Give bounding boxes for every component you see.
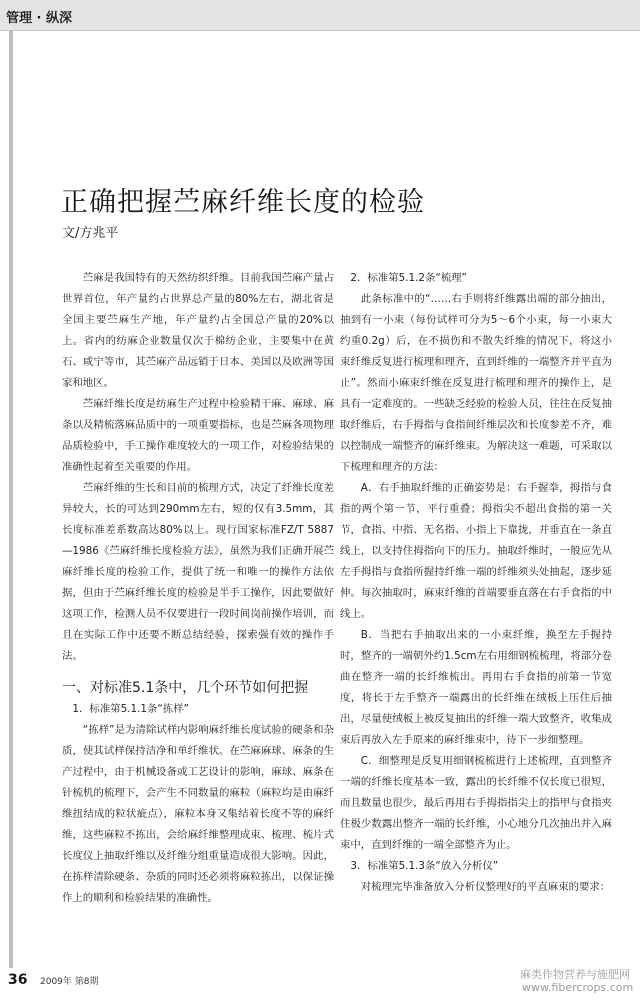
- section-heading: 一、对标准5.1条中，几个环节如何把握: [62, 680, 309, 696]
- paragraph: 苎麻是我国特有的天然纺织纤维。目前我国苎麻产量占世界首位，年产量约占世界总产量的80%左右，湖北省是全国主要苎麻生产地，年产量约占全国总产量的20%以上。省内的纺麻企业数量仅次于棉纺企业，主要集中在黄石、咸宁等市，其苎麻产品远销于日本、美国以及欧洲等国家和地区。: [62, 272, 334, 389]
- paragraph: 此条标准中的“……右手则将纤维露出端的部分抽出，抽到有一小束（每份试样可分为5～6个小束，每一小束大约重0.2g）后，在不损伤和不散失纤维的情况下，将这小束纤维反复进行梳理和理齐，直到纤维的一端整齐并平直为止”。然而小麻束纤维在反复进行梳理和理齐的操作上，是具有一定难度的。一些缺乏经验的检验人员，往往在反复抽取纤维后，右手拇指与食指间纤维层次和长度参差不齐，难以控制成一端整齐的麻纤维束。为解决这一难题，可采取以下梳理和理齐的方法：: [340, 293, 612, 473]
- paragraph: 苎麻纤维的生长和目前的梳理方式，决定了纤维长度差异较大，长的可达到290mm左右，短的仅有3.5mm，其长度标准差系数高达80%以上。现行国家标准FZ/T 5887—1986《苎麻纤维长度检验方法》，虽然为我们正确开展苎麻纤维长度的检验工作，提供了统一和唯一的操作方法依据，但由于苎麻纤维长度的检验是半手工操作，因此要做好这项工作，检测人员不仅要进行一段时间岗前操作培训，而且在实际工作中还要不断总结经验，探索强有效的操作手法。: [62, 482, 334, 662]
- paragraph: C．细整理是反复用细钢梳梳进行上述梳理，直到整齐一端的纤维长度基本一致，露出的长纤维不仅长度已很短，而且数量也很少，最后再用右手拇指指尖上的指甲与食指夹住极少数露出整齐一端的长纤维，小心地分几次抽出并入麻束中，直到纤维的一端全部整齐为止。: [340, 755, 612, 851]
- paragraph: “拣样”是为清除试样内影响麻纤维长度试验的硬条和杂质，使其试样保持洁净和单纤维状。在苎麻麻球、麻条的生产过程中，由于机械设备或工艺设计的影响，麻球、麻条在针梳机的梳理下，会产生不同数量的麻粒（麻粒均是由麻纤维扭结成的粒状疵点），麻粒本身又集结着长度不等的麻纤维，这些麻粒不拣出，会给麻纤维整理成束、梳理、梳片式长度仪上抽取纤维以及纤维分组重量造成很大影响。因此，在拣样清除硬条、杂质的同时还必须将麻粒拣出，以保证操作上的顺利和检验结果的准确性。: [62, 724, 334, 904]
- right-column: [340, 268, 612, 958]
- left-column: [62, 268, 334, 958]
- byline: 文/方兆平: [62, 226, 119, 241]
- page-number: 36: [8, 972, 28, 988]
- header-bar: [0, 0, 640, 31]
- section-tag: 管理 · 纵深: [6, 11, 72, 26]
- subheading: 2．标准第5.1.2条“梳理”: [350, 272, 467, 284]
- subheading: 3．标准第5.1.3条“放入分析仪”: [350, 860, 499, 872]
- watermark-url: www.fibercrops.com: [522, 981, 634, 994]
- sidebar-rule: [9, 30, 13, 968]
- paragraph: 对梳理完毕准备放入分析仪整理好的平直麻束的要求：: [360, 881, 611, 893]
- page-footer: [0, 962, 640, 1000]
- paragraph: A．右手抽取纤维的正确姿势是：右手握拳，拇指与食指的两个第一节，平行重叠；拇指尖不超出食指的第一关节，食指、中指、无名指、小指上下靠拢，并垂直在一条直线上，以支持住拇指向下的压力。抽取纤维时，一般应先从左手拇指与食指所握持纤维一端的纤维须头处抽起，逐步延伸。每次抽取时，麻束纤维的首端要垂直落在右手食指的中线上。: [340, 482, 612, 620]
- article-title: 正确把握苎麻纤维长度的检验: [61, 187, 425, 218]
- issue-label: 2009年 第8期: [40, 977, 99, 987]
- watermark-text: 麻类作物营养与施肥网: [520, 968, 630, 981]
- paragraph: B．当把右手抽取出来的一小束纤维，换至左手握持时，整齐的一端朝外约1.5cm左右用细钢梳梳理，将部分卷曲在整齐一端的长纤维梳出。再用右手食指的前第一节宽度，将长于左手整齐一端露出的长纤维在绒板上压住后抽出，尽量使绒板上被反复抽出的纤维一端大致整齐，收集成束后再放入左手原来的麻纤维束中，待下一步细整理。: [340, 629, 612, 746]
- paragraph: 苎麻纤维长度是纺麻生产过程中检验精干麻、麻球、麻条以及精梳落麻品质中的一项重要指标，也是苎麻各项物理品质检验中，手工操作难度较大的一项工作，对检验结果的准确性起着至关重要的作用。: [62, 398, 334, 473]
- subheading: 1．标准第5.1.1条“拣样”: [72, 703, 189, 715]
